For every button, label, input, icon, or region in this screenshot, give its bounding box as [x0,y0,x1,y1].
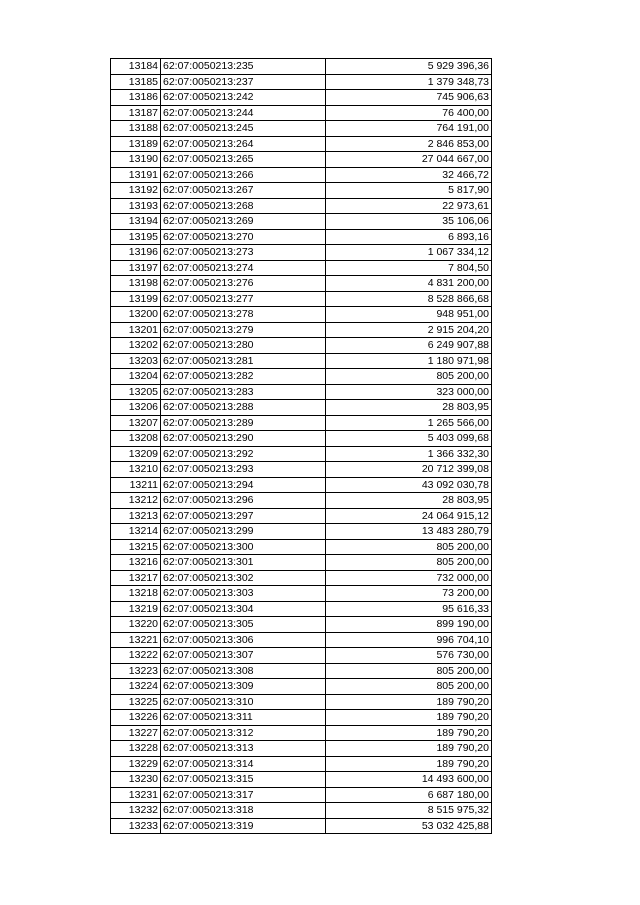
cadastral-value-cell: 14 493 600,00 [326,772,492,788]
cadastral-value-cell: 996 704,10 [326,632,492,648]
table-row [111,198,492,214]
cadastral-value-cell: 32 466,72 [326,167,492,183]
table-row [111,291,492,307]
cadastral-value-cell: 8 515 975,32 [326,803,492,819]
cadastral-number-cell: 62:07:0050213:318 [161,803,326,819]
cadastral-value-cell: 189 790,20 [326,725,492,741]
table-row [111,679,492,695]
cadastral-number-cell: 62:07:0050213:268 [161,198,326,214]
row-number-cell: 13190 [111,152,161,168]
table-row [111,803,492,819]
table-body [111,59,492,834]
row-number-cell: 13211 [111,477,161,493]
table-row [111,121,492,137]
cadastral-number-cell: 62:07:0050213:277 [161,291,326,307]
cadastral-number-cell: 62:07:0050213:265 [161,152,326,168]
cadastral-value-cell: 189 790,20 [326,741,492,757]
cadastral-value-cell: 73 200,00 [326,586,492,602]
row-number-cell: 13217 [111,570,161,586]
row-number-cell: 13188 [111,121,161,137]
cadastral-number-cell: 62:07:0050213:280 [161,338,326,354]
cadastral-value-cell: 805 200,00 [326,679,492,695]
cadastral-number-cell: 62:07:0050213:289 [161,415,326,431]
row-number-cell: 13198 [111,276,161,292]
row-number-cell: 13232 [111,803,161,819]
cadastral-value-cell: 805 200,00 [326,555,492,571]
cadastral-value-cell: 20 712 399,08 [326,462,492,478]
table-row [111,446,492,462]
cadastral-value-cell: 28 803,95 [326,400,492,416]
row-number-cell: 13216 [111,555,161,571]
table-row [111,136,492,152]
table-row [111,307,492,323]
table-row [111,648,492,664]
cadastral-value-cell: 5 817,90 [326,183,492,199]
cadastral-value-cell: 2 846 853,00 [326,136,492,152]
table-row [111,338,492,354]
table-row [111,105,492,121]
row-number-cell: 13185 [111,74,161,90]
table-row [111,508,492,524]
cadastral-value-cell: 805 200,00 [326,369,492,385]
cadastral-value-cell: 6 893,16 [326,229,492,245]
table-row [111,818,492,834]
cadastral-number-cell: 62:07:0050213:281 [161,353,326,369]
row-number-cell: 13193 [111,198,161,214]
table-row [111,586,492,602]
cadastral-value-cell: 6 687 180,00 [326,787,492,803]
cadastral-value-cell: 189 790,20 [326,756,492,772]
cadastral-number-cell: 62:07:0050213:288 [161,400,326,416]
cadastral-number-cell: 62:07:0050213:310 [161,694,326,710]
table-row [111,369,492,385]
cadastral-number-cell: 62:07:0050213:297 [161,508,326,524]
cadastral-value-cell: 24 064 915,12 [326,508,492,524]
cadastral-number-cell: 62:07:0050213:266 [161,167,326,183]
cadastral-number-cell: 62:07:0050213:270 [161,229,326,245]
cadastral-value-cell: 732 000,00 [326,570,492,586]
row-number-cell: 13218 [111,586,161,602]
table-row [111,59,492,75]
cadastral-value-cell: 4 831 200,00 [326,276,492,292]
row-number-cell: 13208 [111,431,161,447]
table-row [111,725,492,741]
table-row [111,183,492,199]
cadastral-value-cell: 189 790,20 [326,694,492,710]
row-number-cell: 13205 [111,384,161,400]
cadastral-value-cell: 35 106,06 [326,214,492,230]
cadastral-value-cell: 745 906,63 [326,90,492,106]
row-number-cell: 13213 [111,508,161,524]
cadastral-number-cell: 62:07:0050213:292 [161,446,326,462]
cadastral-number-cell: 62:07:0050213:304 [161,601,326,617]
cadastral-number-cell: 62:07:0050213:305 [161,617,326,633]
row-number-cell: 13228 [111,741,161,757]
row-number-cell: 13212 [111,493,161,509]
row-number-cell: 13201 [111,322,161,338]
cadastral-value-cell: 28 803,95 [326,493,492,509]
row-number-cell: 13194 [111,214,161,230]
table-row [111,601,492,617]
cadastral-number-cell: 62:07:0050213:315 [161,772,326,788]
cadastral-number-cell: 62:07:0050213:273 [161,245,326,261]
cadastral-value-cell: 13 483 280,79 [326,524,492,540]
table-row [111,539,492,555]
cadastral-number-cell: 62:07:0050213:244 [161,105,326,121]
table-row [111,617,492,633]
row-number-cell: 13223 [111,663,161,679]
table-row [111,214,492,230]
cadastral-value-cell: 7 804,50 [326,260,492,276]
cadastral-number-cell: 62:07:0050213:313 [161,741,326,757]
row-number-cell: 13184 [111,59,161,75]
cadastral-value-cell: 948 951,00 [326,307,492,323]
row-number-cell: 13192 [111,183,161,199]
row-number-cell: 13189 [111,136,161,152]
table-row [111,400,492,416]
cadastral-number-cell: 62:07:0050213:306 [161,632,326,648]
cadastral-value-cell: 5 929 396,36 [326,59,492,75]
cadastral-value-cell: 1 067 334,12 [326,245,492,261]
cadastral-value-cell: 1 379 348,73 [326,74,492,90]
table-row [111,260,492,276]
row-number-cell: 13233 [111,818,161,834]
table-row [111,152,492,168]
cadastral-number-cell: 62:07:0050213:267 [161,183,326,199]
row-number-cell: 13196 [111,245,161,261]
cadastral-number-cell: 62:07:0050213:235 [161,59,326,75]
row-number-cell: 13229 [111,756,161,772]
table-row [111,632,492,648]
cadastral-value-cell: 27 044 667,00 [326,152,492,168]
table-row [111,663,492,679]
cadastral-value-cell: 53 032 425,88 [326,818,492,834]
cadastral-value-cell: 1 366 332,30 [326,446,492,462]
row-number-cell: 13207 [111,415,161,431]
cadastral-number-cell: 62:07:0050213:311 [161,710,326,726]
row-number-cell: 13226 [111,710,161,726]
table-row [111,462,492,478]
table-row [111,167,492,183]
cadastral-number-cell: 62:07:0050213:290 [161,431,326,447]
table-row [111,90,492,106]
cadastral-value-cell: 95 616,33 [326,601,492,617]
row-number-cell: 13227 [111,725,161,741]
table-row [111,787,492,803]
cadastral-number-cell: 62:07:0050213:278 [161,307,326,323]
cadastral-value-cell: 22 973,61 [326,198,492,214]
cadastral-value-cell: 1 265 566,00 [326,415,492,431]
row-number-cell: 13215 [111,539,161,555]
cadastral-number-cell: 62:07:0050213:269 [161,214,326,230]
cadastral-number-cell: 62:07:0050213:308 [161,663,326,679]
row-number-cell: 13219 [111,601,161,617]
cadastral-value-cell: 6 249 907,88 [326,338,492,354]
cadastral-number-cell: 62:07:0050213:319 [161,818,326,834]
cadastral-number-cell: 62:07:0050213:293 [161,462,326,478]
row-number-cell: 13204 [111,369,161,385]
table-row [111,756,492,772]
row-number-cell: 13197 [111,260,161,276]
row-number-cell: 13203 [111,353,161,369]
cadastral-number-cell: 62:07:0050213:303 [161,586,326,602]
table-row [111,694,492,710]
row-number-cell: 13200 [111,307,161,323]
cadastral-number-cell: 62:07:0050213:245 [161,121,326,137]
table-row [111,276,492,292]
cadastral-number-cell: 62:07:0050213:283 [161,384,326,400]
cadastral-value-cell: 805 200,00 [326,663,492,679]
row-number-cell: 13224 [111,679,161,695]
table-row [111,245,492,261]
cadastral-value-cell: 576 730,00 [326,648,492,664]
cadastral-number-cell: 62:07:0050213:276 [161,276,326,292]
cadastral-number-cell: 62:07:0050213:274 [161,260,326,276]
row-number-cell: 13220 [111,617,161,633]
row-number-cell: 13199 [111,291,161,307]
row-number-cell: 13222 [111,648,161,664]
row-number-cell: 13210 [111,462,161,478]
cadastral-value-cell: 76 400,00 [326,105,492,121]
cadastral-value-cell: 5 403 099,68 [326,431,492,447]
cadastral-number-cell: 62:07:0050213:317 [161,787,326,803]
table-row [111,477,492,493]
cadastral-number-cell: 62:07:0050213:282 [161,369,326,385]
cadastral-number-cell: 62:07:0050213:279 [161,322,326,338]
row-number-cell: 13206 [111,400,161,416]
cadastral-number-cell: 62:07:0050213:296 [161,493,326,509]
cadastral-value-cell: 323 000,00 [326,384,492,400]
row-number-cell: 13225 [111,694,161,710]
cadastral-number-cell: 62:07:0050213:294 [161,477,326,493]
table-row [111,710,492,726]
cadastral-number-cell: 62:07:0050213:312 [161,725,326,741]
row-number-cell: 13221 [111,632,161,648]
table-row [111,570,492,586]
cadastral-number-cell: 62:07:0050213:301 [161,555,326,571]
row-number-cell: 13186 [111,90,161,106]
row-number-cell: 13202 [111,338,161,354]
cadastral-number-cell: 62:07:0050213:314 [161,756,326,772]
row-number-cell: 13195 [111,229,161,245]
table-row [111,74,492,90]
cadastral-number-cell: 62:07:0050213:302 [161,570,326,586]
cadastral-number-cell: 62:07:0050213:300 [161,539,326,555]
cadastral-value-cell: 189 790,20 [326,710,492,726]
table-row [111,555,492,571]
table-row [111,524,492,540]
row-number-cell: 13230 [111,772,161,788]
cadastral-value-cell: 1 180 971,98 [326,353,492,369]
table-row [111,772,492,788]
table-row [111,431,492,447]
cadastral-value-cell: 764 191,00 [326,121,492,137]
cadastral-number-cell: 62:07:0050213:299 [161,524,326,540]
row-number-cell: 13191 [111,167,161,183]
cadastral-value-cell: 805 200,00 [326,539,492,555]
cadastral-number-cell: 62:07:0050213:307 [161,648,326,664]
cadastral-value-cell: 8 528 866,68 [326,291,492,307]
table-row [111,229,492,245]
table-row [111,322,492,338]
table-row [111,493,492,509]
table-row [111,741,492,757]
cadastral-number-cell: 62:07:0050213:264 [161,136,326,152]
row-number-cell: 13231 [111,787,161,803]
cadastral-value-cell: 2 915 204,20 [326,322,492,338]
row-number-cell: 13214 [111,524,161,540]
cadastral-value-table [110,58,492,834]
row-number-cell: 13187 [111,105,161,121]
cadastral-number-cell: 62:07:0050213:237 [161,74,326,90]
table-row [111,384,492,400]
cadastral-value-cell: 899 190,00 [326,617,492,633]
cadastral-number-cell: 62:07:0050213:309 [161,679,326,695]
row-number-cell: 13209 [111,446,161,462]
table-row [111,415,492,431]
cadastral-number-cell: 62:07:0050213:242 [161,90,326,106]
table-row [111,353,492,369]
cadastral-value-cell: 43 092 030,78 [326,477,492,493]
